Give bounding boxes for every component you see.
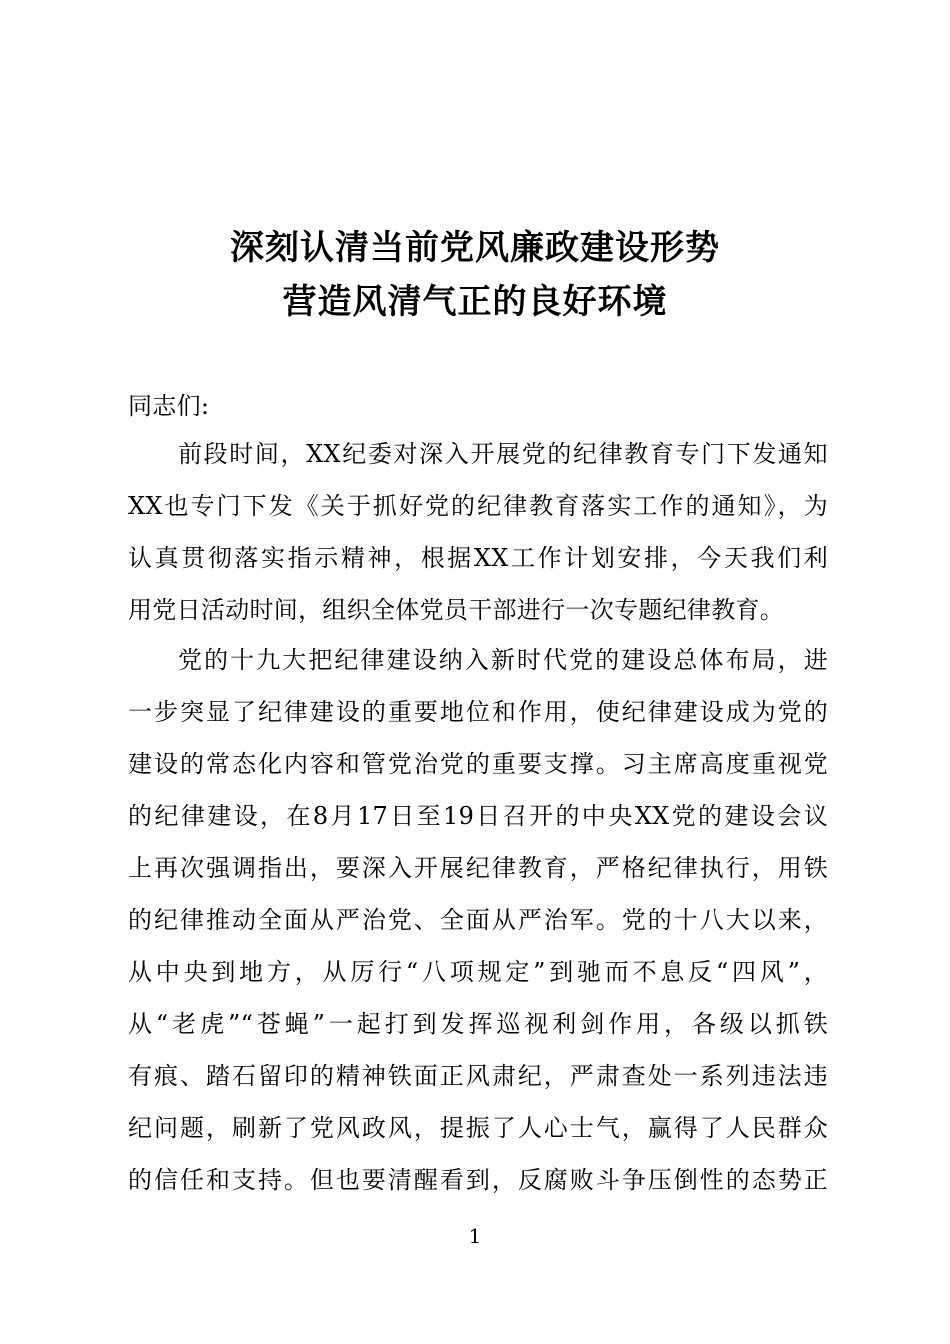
paragraph-line: 从“老虎”“苍蝇”一起打到发挥巡视利剑作用，各级以抓铁: [128, 1010, 828, 1038]
document-title-line-2: 营造风清气正的良好环境: [282, 282, 668, 322]
paragraph-line: 的信任和支持。但也要清醒看到，反腐败斗争压倒性的态势正: [128, 1166, 828, 1194]
paragraph-line: 一步突显了纪律建设的重要地位和作用，使纪律建设成为党的: [128, 698, 828, 726]
paragraph-line: 建设的常态化内容和管党治党的重要支撑。习主席高度重视党: [128, 750, 828, 778]
paragraph-line: 的纪律推动全面从严治党、全面从严治军。党的十八大以来，: [128, 906, 828, 934]
paragraph-line: 前段时间，XX纪委对深入开展党的纪律教育专门下发通知: [178, 440, 828, 468]
paragraph-line: 用党日活动时间，组织全体党员干部进行一次专题纪律教育。: [128, 596, 785, 624]
paragraph-line: 的纪律建设，在8月17日至19日召开的中央XX党的建设会议: [128, 802, 828, 830]
paragraph-line: 从中央到地方，从厉行“八项规定”到驰而不息反“四风”，: [128, 958, 828, 986]
paragraph-line: 纪问题，刷新了党风政风，提振了人心士气，赢得了人民群众: [128, 1114, 828, 1142]
document-title-line-1: 深刻认清当前党风廉政建设形势: [230, 228, 720, 268]
paragraph-line: 认真贯彻落实指示精神，根据XX工作计划安排，今天我们利: [128, 544, 828, 572]
salutation: 同志们:: [128, 392, 210, 420]
paragraph-line: 党的十九大把纪律建设纳入新时代党的建设总体布局，进: [178, 646, 828, 674]
page-number: 1: [468, 1224, 482, 1248]
paragraph-line: XX也专门下发《关于抓好党的纪律教育落实工作的通知》，为: [128, 492, 828, 520]
paragraph-line: 有痕、踏石留印的精神铁面正风肃纪，严肃查处一系列违法违: [128, 1062, 828, 1090]
paragraph-line: 上再次强调指出，要深入开展纪律教育，严格纪律执行，用铁: [128, 854, 828, 882]
